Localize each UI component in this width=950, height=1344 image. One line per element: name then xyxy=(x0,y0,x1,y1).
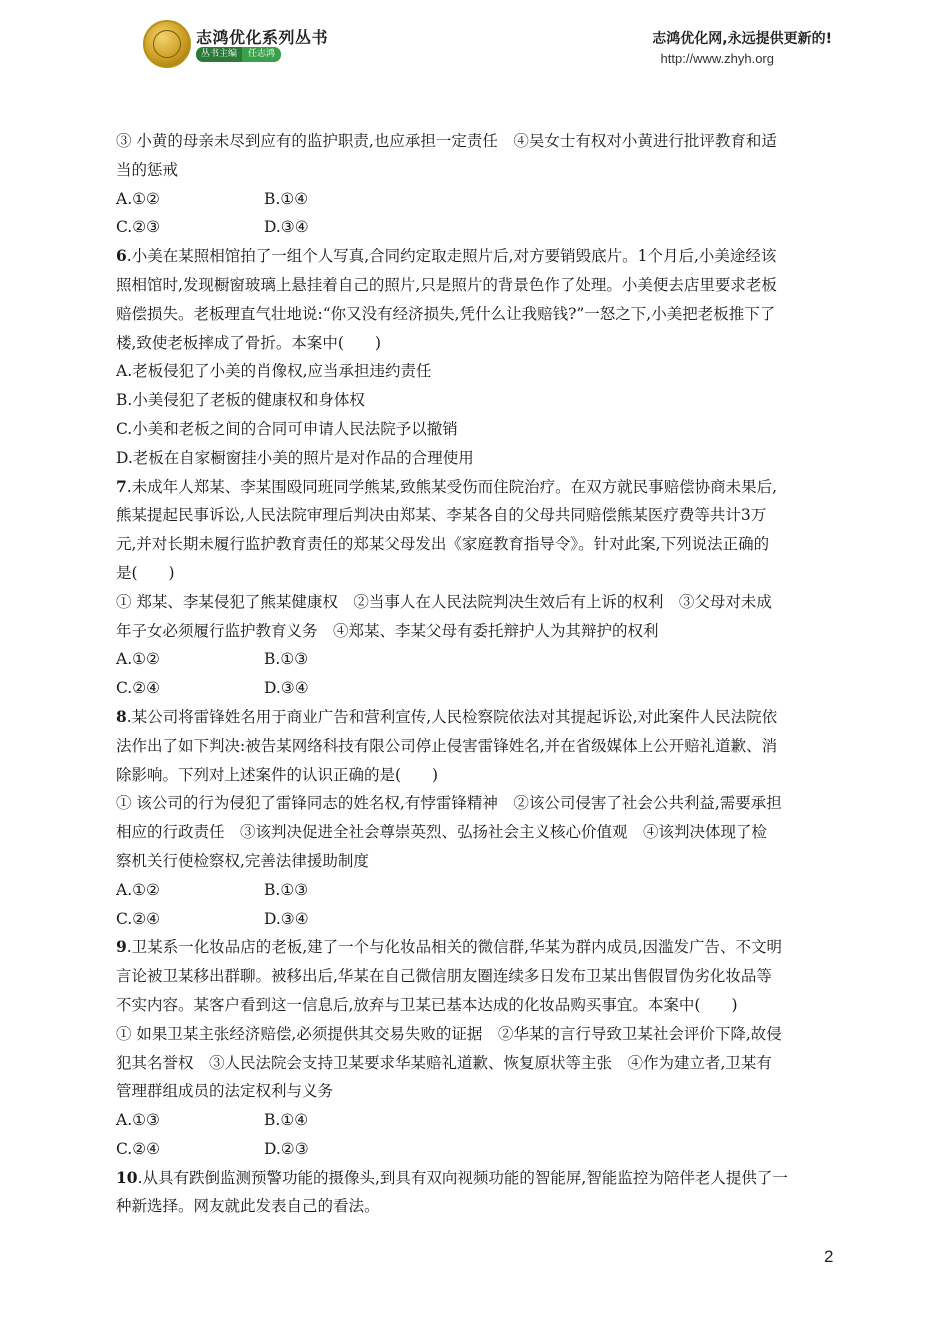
header-url[interactable]: http://www.zhyh.org xyxy=(660,51,774,66)
option-c[interactable]: C.②④ xyxy=(116,679,161,698)
text-line: ③ 小黄的母亲未尽到应有的监护职责,也应承担一定责任 ④吴女士有权对小黄进行批评教育和适 xyxy=(116,132,777,150)
options-row xyxy=(116,213,834,242)
text-line: 除影响。下列对上述案件的认识正确的是( ) xyxy=(116,765,439,784)
text-line: 种新选择。网友就此发表自己的看法。 xyxy=(116,1197,380,1216)
question-number: 7 xyxy=(116,476,127,496)
option-a[interactable]: A.①② xyxy=(116,880,160,899)
logo-title: 志鸿优化系列丛书 xyxy=(196,28,329,47)
stem-text: .从具有跌倒监测预警功能的摄像头,到具有双向视频功能的智能屏,智能监控为陪伴老人提供了一 xyxy=(137,1168,788,1187)
text-line: 相应的行政责任 ③该判决促进全社会尊崇英烈、弘扬社会主义核心价值观 ④该判决体现了检 xyxy=(116,823,768,842)
option-b[interactable]: B.①③ xyxy=(264,880,309,899)
option-a[interactable]: A.①③ xyxy=(116,1111,160,1130)
text-line: 楼,致使老板摔成了骨折。本案中( ) xyxy=(116,333,382,352)
options-row xyxy=(116,1106,834,1135)
logo-badge-icon xyxy=(143,20,191,68)
question-7 xyxy=(116,473,834,703)
question-number: 8 xyxy=(116,706,127,726)
question-stem-line xyxy=(116,242,834,271)
option-d[interactable]: D.②③ xyxy=(264,1139,309,1158)
option-a[interactable]: A.老板侵犯了小美的肖像权,应当承担违约责任 xyxy=(116,362,432,381)
option-c[interactable]: C.小美和老板之间的合同可申请人民法院予以撤销 xyxy=(116,419,458,438)
question-number: 9 xyxy=(116,937,127,957)
options-row xyxy=(116,1135,834,1164)
option-b[interactable]: B.小美侵犯了老板的健康权和身体权 xyxy=(116,391,365,410)
question-stem-line xyxy=(116,703,834,732)
text-line: ① 郑某、李某侵犯了熊某健康权 ②当事人在人民法院判决生效后有上诉的权利 ③父母对未成 xyxy=(116,592,772,611)
text-line: 熊某提起民事诉讼,人民法院审理后判决由郑某、李某各自的父母共同赔偿熊某医疗费等共计3万 xyxy=(116,506,767,525)
text-line: 当的惩戒 xyxy=(116,160,179,179)
text-line: 赔偿损失。老板理直气壮地说:“你又没有经济损失,凭什么让我赔钱?”一怒之下,小美把老板推下了 xyxy=(116,304,776,323)
question-stem-line xyxy=(116,933,834,962)
text-line: ① 该公司的行为侵犯了雷锋同志的姓名权,有悖雷锋精神 ②该公司侵害了社会公共利益,需要承担 xyxy=(116,794,782,813)
stem-text: .小美在某照相馆拍了一组个人写真,合同约定取走照片后,对方要销毁底片。1个月后,小美途经该 xyxy=(126,247,777,266)
text-line: 年子女必须履行监护教育义务 ④郑某、李某父母有委托辩护人为其辩护的权利 xyxy=(116,621,659,640)
page-header xyxy=(0,0,950,90)
question-8 xyxy=(116,703,834,933)
option-c[interactable]: C.②④ xyxy=(116,909,161,928)
option-d[interactable]: D.③④ xyxy=(264,218,309,237)
question-6 xyxy=(116,242,834,472)
text-line: 元,并对长期未履行监护教育责任的郑某父母发出《家庭教育指导令》。针对此案,下列说法正确的 xyxy=(116,535,770,554)
header-slogan: 志鸿优化网,永远提供更新的! xyxy=(652,31,832,47)
text-line: 言论被卫某移出群聊。被移出后,华某在自己微信朋友圈连续多日发布卫某出售假冒伪劣化妆品等 xyxy=(116,967,772,986)
option-d[interactable]: D.老板在自家橱窗挂小美的照片是对作品的合理使用 xyxy=(116,448,474,467)
question-number: 10 xyxy=(116,1167,138,1187)
question-number: 6 xyxy=(116,246,127,266)
document-body xyxy=(116,127,834,1221)
question-stem-line xyxy=(116,473,834,502)
question-stem-line xyxy=(116,1164,834,1193)
options-row xyxy=(116,905,834,934)
logo-subtitle xyxy=(196,47,281,62)
stem-text: .某公司将雷锋姓名用于商业广告和营利宣传,人民检察院依法对其提起诉讼,对此案件人民法院依 xyxy=(126,707,778,726)
text-line: 照相馆时,发现橱窗玻璃上悬挂着自己的照片,只是照片的背景色作了处理。小美便去店里要求老板 xyxy=(116,275,777,294)
text-line: 不实内容。某客户看到这一信息后,放弃与卫某已基本达成的化妆品购买事宜。本案中( ) xyxy=(116,995,738,1014)
stem-text: .卫某系一化妆品店的老板,建了一个与化妆品相关的微信群,华某为群内成员,因滥发广告、不文明 xyxy=(126,938,783,957)
options-row xyxy=(116,876,834,905)
text-line: ① 如果卫某主张经济赔偿,必须提供其交易失败的证据 ②华某的言行导致卫某社会评价下降,故侵 xyxy=(116,1024,782,1043)
option-d[interactable]: D.③④ xyxy=(264,909,309,928)
options-row xyxy=(116,645,834,674)
options-row xyxy=(116,185,834,214)
text-line: 是( ) xyxy=(116,563,175,582)
question-10 xyxy=(116,1164,834,1222)
option-a[interactable]: A.①② xyxy=(116,189,160,208)
text-line: 管理群组成员的法定权利与义务 xyxy=(116,1082,334,1101)
option-b[interactable]: B.①④ xyxy=(264,189,309,208)
option-b[interactable]: B.①③ xyxy=(264,650,309,669)
question-5-continuation xyxy=(116,127,834,242)
options-row xyxy=(116,674,834,703)
option-a[interactable]: A.①② xyxy=(116,650,160,669)
text-line: 察机关行使检察权,完善法律援助制度 xyxy=(116,851,369,870)
option-c[interactable]: C.②③ xyxy=(116,218,161,237)
stem-text: .未成年人郑某、李某围殴同班同学熊某,致熊某受伤而住院治疗。在双方就民事赔偿协商未果后, xyxy=(126,477,778,496)
page-number: 2 xyxy=(824,1247,834,1266)
text-line: 犯其名誉权 ③人民法院会支持卫某要求华某赔礼道歉、恢复原状等主张 ④作为建立者,卫某有 xyxy=(116,1053,772,1072)
option-c[interactable]: C.②④ xyxy=(116,1139,161,1158)
logo-sub-editor-label: 丛书主编 xyxy=(196,47,242,62)
option-d[interactable]: D.③④ xyxy=(264,679,309,698)
logo-sub-editor-name: 任志鸿 xyxy=(242,47,281,62)
option-b[interactable]: B.①④ xyxy=(264,1111,309,1130)
question-9 xyxy=(116,933,834,1163)
text-line: 法作出了如下判决:被告某网络科技有限公司停止侵害雷锋姓名,并在省级媒体上公开赔礼道歉、消 xyxy=(116,736,778,755)
